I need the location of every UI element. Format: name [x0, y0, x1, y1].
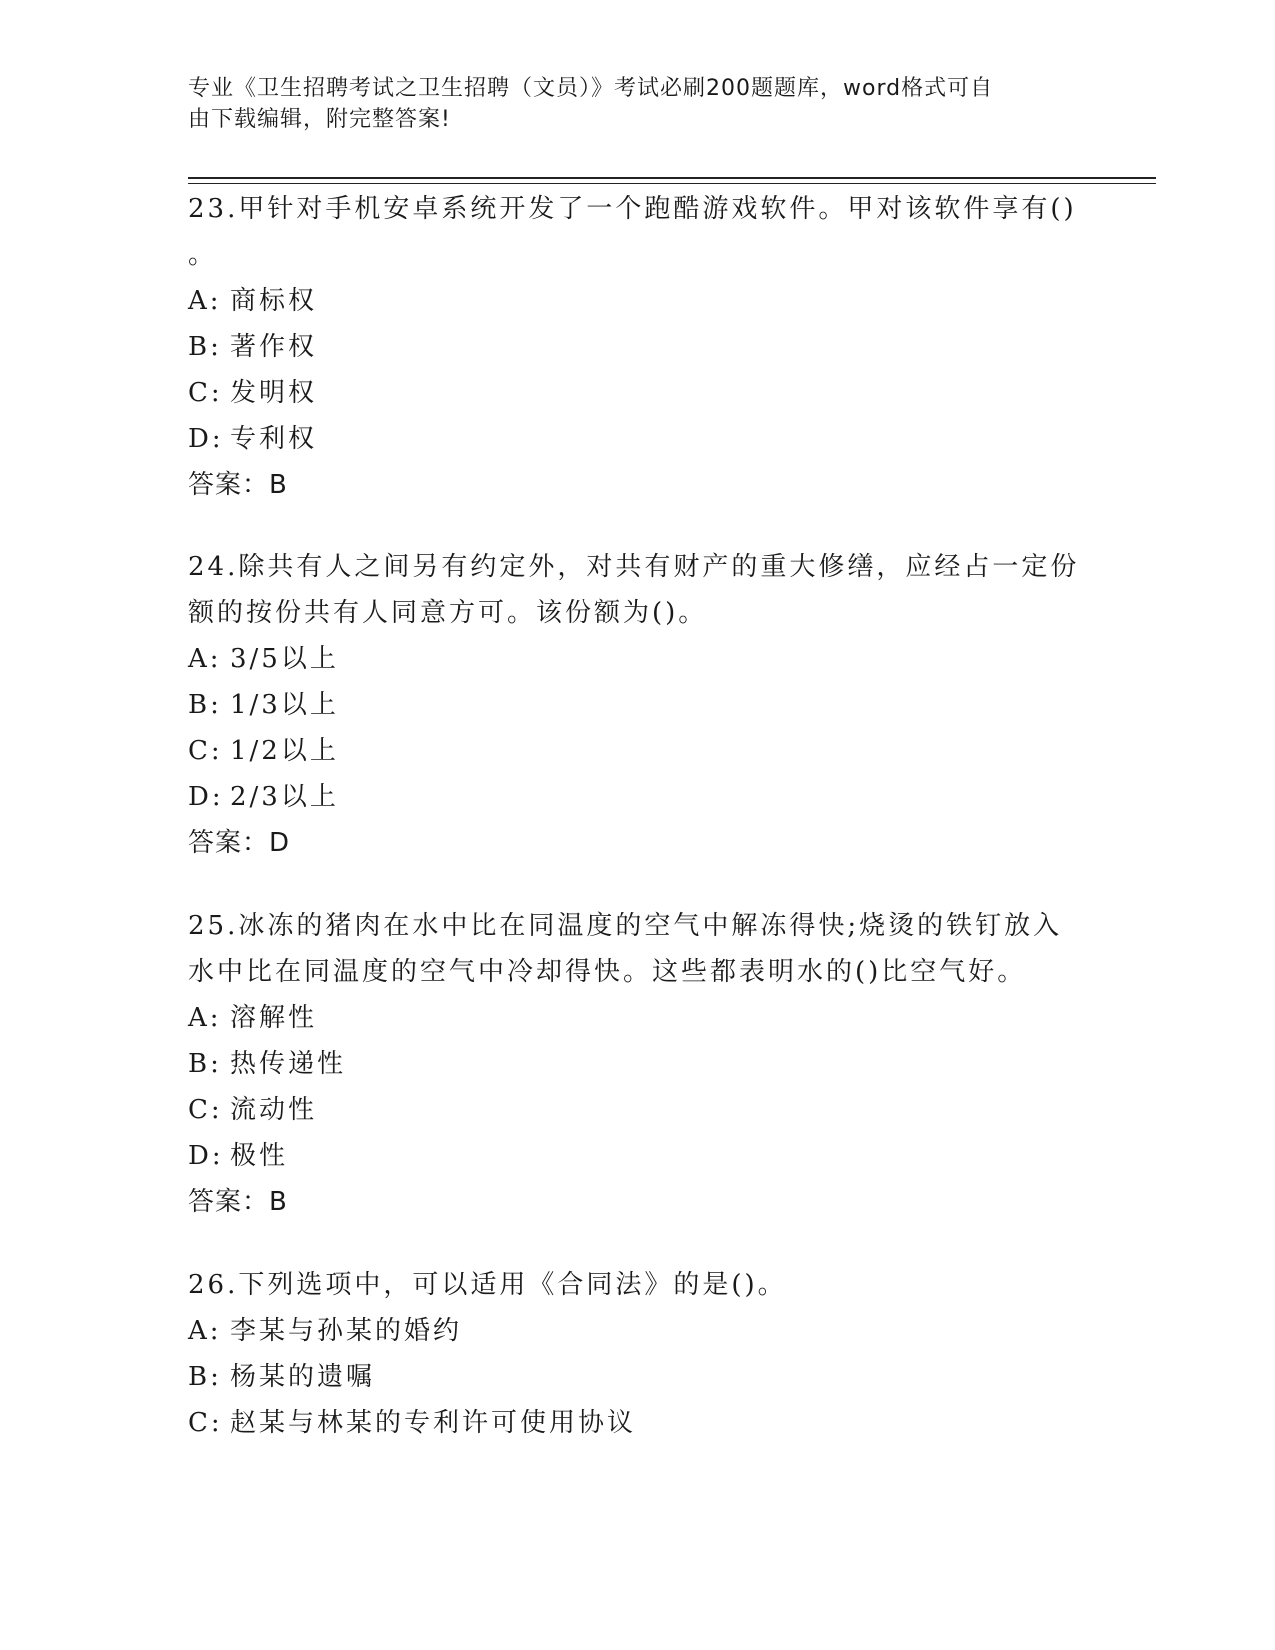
option-d [188, 416, 1088, 462]
header-divider-thick [188, 177, 1156, 179]
question-stem [188, 1262, 1088, 1308]
option-key: B: [188, 1362, 222, 1392]
option-text: 1/2以上 [230, 736, 339, 766]
option-text: 著作权 [230, 332, 318, 362]
question-24 [188, 544, 1088, 866]
option-b [188, 1041, 1088, 1087]
option-text: 赵某与林某的专利许可使用协议 [230, 1408, 637, 1438]
option-a [188, 278, 1088, 324]
option-b [188, 1354, 1088, 1400]
option-key: D: [188, 424, 224, 454]
option-b [188, 682, 1088, 728]
option-key: B: [188, 1049, 222, 1079]
question-stem-line: 。 [188, 240, 218, 270]
option-key: D: [188, 782, 224, 812]
header-line-2: 由下载编辑，附完整答案! [188, 107, 451, 132]
question-26 [188, 1262, 1088, 1446]
option-d [188, 1133, 1088, 1179]
option-key: A: [188, 1316, 222, 1346]
question-23 [188, 186, 1088, 508]
option-key: A: [188, 286, 222, 316]
question-stem-line: 24.除共有人之间另有约定外，对共有财产的重大修缮，应经占一定份 [188, 552, 1080, 582]
option-key: A: [188, 1003, 222, 1033]
option-text: 商标权 [230, 286, 318, 316]
option-text: 杨某的遗嘱 [230, 1362, 376, 1392]
document-header [188, 73, 1088, 135]
option-text: 热传递性 [230, 1049, 347, 1079]
question-stem-line: 额的按份共有人同意方可。该份额为()。 [188, 598, 708, 628]
answer-line: 答案：D [188, 828, 291, 858]
option-a [188, 995, 1088, 1041]
option-c [188, 370, 1088, 416]
option-key: C: [188, 736, 223, 766]
option-key: C: [188, 1095, 223, 1125]
question-stem-line: 25.冰冻的猪肉在水中比在同温度的空气中解冻得快;烧烫的铁钉放入 [188, 911, 1063, 941]
option-b [188, 324, 1088, 370]
option-c [188, 1400, 1088, 1446]
question-stem [188, 544, 1088, 636]
option-c [188, 728, 1088, 774]
option-key: B: [188, 332, 222, 362]
header-divider-thin [188, 183, 1156, 184]
option-d [188, 774, 1088, 820]
option-text: 3/5以上 [230, 644, 339, 674]
option-text: 溶解性 [230, 1003, 318, 1033]
option-a [188, 636, 1088, 682]
option-c [188, 1087, 1088, 1133]
option-a [188, 1308, 1088, 1354]
option-key: B: [188, 690, 222, 720]
option-text: 极性 [230, 1141, 289, 1171]
answer-line: 答案：B [188, 470, 288, 500]
option-key: C: [188, 378, 223, 408]
option-text: 专利权 [230, 424, 318, 454]
question-stem-line: 水中比在同温度的空气中冷却得快。这些都表明水的()比空气好。 [188, 957, 1027, 987]
option-text: 2/3以上 [230, 782, 339, 812]
question-stem-line: 23.甲针对手机安卓系统开发了一个跑酷游戏软件。甲对该软件享有() [188, 194, 1077, 224]
question-25 [188, 903, 1088, 1225]
question-stem [188, 903, 1088, 995]
question-stem [188, 186, 1088, 278]
option-text: 李某与孙某的婚约 [230, 1316, 463, 1346]
option-text: 1/3以上 [230, 690, 339, 720]
option-key: D: [188, 1141, 224, 1171]
option-text: 发明权 [230, 378, 318, 408]
option-text: 流动性 [230, 1095, 318, 1125]
header-line-1: 专业《卫生招聘考试之卫生招聘（文员）》考试必刷200题题库，word格式可自 [188, 76, 994, 101]
answer-line: 答案：B [188, 1187, 288, 1217]
option-key: A: [188, 644, 222, 674]
option-key: C: [188, 1408, 223, 1438]
question-stem-line: 26.下列选项中，可以适用《合同法》的是()。 [188, 1270, 787, 1300]
